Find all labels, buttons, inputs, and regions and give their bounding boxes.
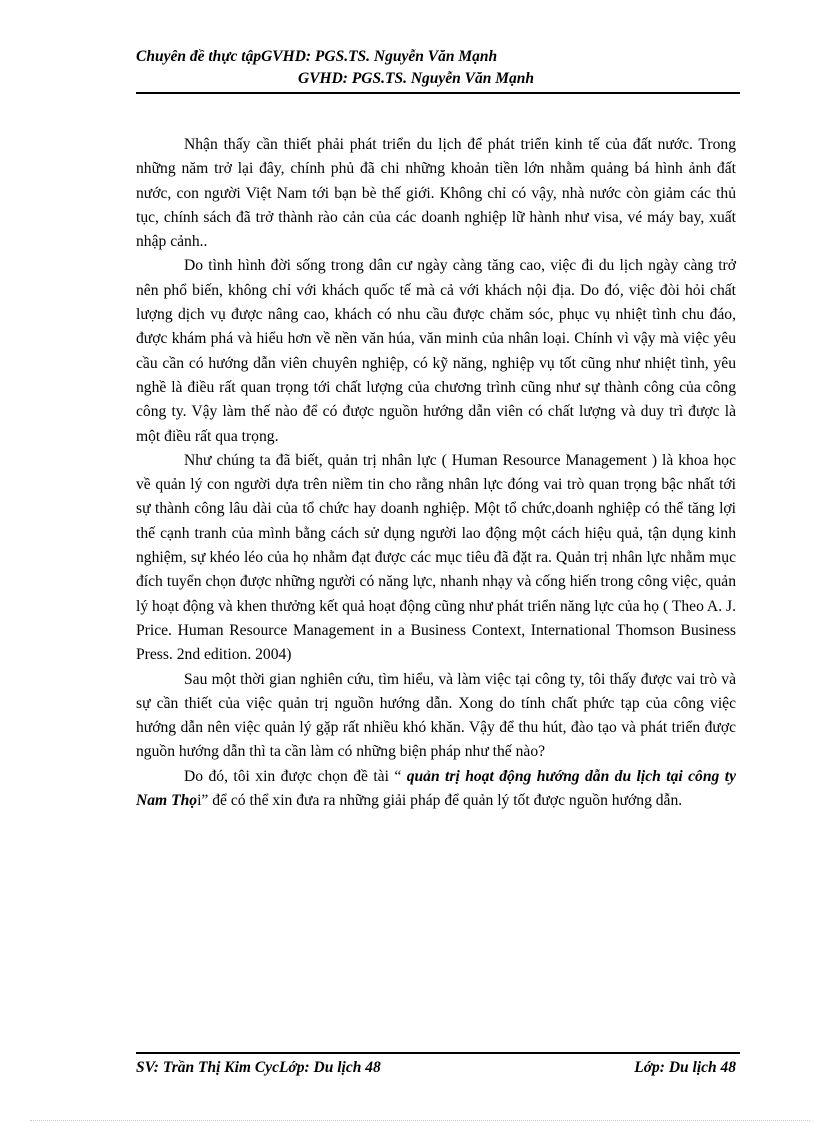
page-header xyxy=(136,46,740,90)
paragraph-5-lead: Do đó, tôi xin được chọn đề tài “ xyxy=(184,767,407,785)
header-rule xyxy=(136,92,740,94)
page-edge-divider xyxy=(30,1120,810,1121)
paragraph-5-tail: i” để có thể xin đưa ra những giải pháp để quản lý tốt được nguồn hướng dẫn. xyxy=(197,792,683,810)
paragraph-4: Sau một thời gian nghiên cứu, tìm hiểu, và làm việc tại công ty, tôi thấy được vai trò và sự cần thiết của việc quản trị nguồn hướng dẫn. Xong do tính chất phức tạp của công việc hướng dẫn nên việc quản lý gặp rất nhiều khó khăn. Vậy để thu hút, đào tạo và phát triển được nguồn hướng dẫn thì ta cần làm có những biện pháp như thế nào? xyxy=(136,670,736,761)
document-body xyxy=(136,133,736,813)
footer-student: SV: Trần Thị Kim CycLớp: Du lịch 48 xyxy=(136,1059,381,1076)
paragraph-3: Như chúng ta đã biết, quản trị nhân lực ( Human Resource Management ) là khoa học về quản lý con người dựa trên niềm tin cho rằng nhân lực đóng vai trò quan trọng bậc nhất tới sự thành công lâu dài của tổ chức hay doanh nghiệp. Một tổ chức,doanh nghiệp có thể tăng lợi thế cạnh tranh của mình bằng cách sử dụng người lao động một cách hiệu quả, tận dụng kinh nghiệm, sự khéo léo của họ nhằm đạt được các mục tiêu đã đặt ra. Quản trị nhân lực nhằm mục đích tuyển chọn được những người có năng lực, nhanh nhạy và cống hiến trong công việc, quản lý hoạt động và khen thưởng kết quả hoạt động cũng như phát triển năng lực của họ ( Theo A. J. Price. Human Resource Management in a Business Context, International Thomson Business Press. 2nd edition. 2004) xyxy=(136,451,736,664)
header-line-2: GVHD: PGS.TS. Nguyễn Văn Mạnh xyxy=(298,70,534,87)
paragraph-2: Do tình hình đời sống trong dân cư ngày càng tăng cao, việc đi du lịch ngày càng trở nên phổ biến, không chỉ với khách quốc tế mà cả với khách nội địa. Do đó, việc đòi hỏi chất lượng dịch vụ được nâng cao, khách có nhu cầu được chăm sóc, phục vụ nhiệt tình chu đáo, được khám phá và hiểu hơn về nền văn húa, văn minh của nhân loại. Chính vì vậy mà việc yêu cầu cần có hướng dẫn viên chuyên nghiệp, có kỹ năng, nghiệp vụ tốt cũng như nhiệt tình, yêu nghề là điều rất quan trọng tới chất lượng của chương trình cũng như sự thành công của công công ty. Vậy làm thế nào để có được nguồn hướng dẫn viên có chất lượng và duy trì được là một điều rất qua trọng. xyxy=(136,257,736,445)
footer-class: Lớp: Du lịch 48 xyxy=(634,1059,736,1076)
paragraph-1: Nhận thấy cần thiết phải phát triển du lịch để phát triển kinh tế của đất nước. Trong những năm trở lại đây, chính phủ đã chi những khoản tiền lớn nhằm quảng bá hình ảnh đất nước, con người Việt Nam tới bạn bè thế giới. Không chỉ có vậy, nhà nước còn giảm các thủ tục, chính sách đã trở thành rào cản của các doanh nghiệp lữ hành như visa, vé máy bay, xuất nhập cảnh.. xyxy=(136,136,736,251)
paragraph-5 xyxy=(136,765,736,814)
footer-rule xyxy=(136,1052,740,1054)
thesis-topic: quản trị hoạt động hướng dẫn du lịch tại công ty Nam Thọ xyxy=(136,767,736,810)
header-line-1: Chuyên đề thực tậpGVHD: PGS.TS. Nguyễn Văn Mạnh xyxy=(136,48,498,65)
